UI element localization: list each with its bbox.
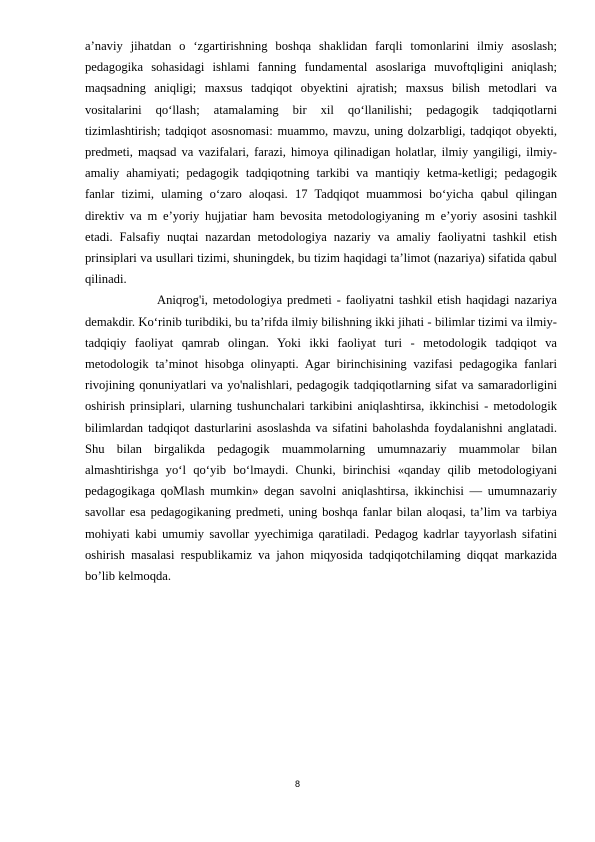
body-text: [85, 36, 557, 587]
paragraph-1: a’naviy jihatdan o ‘zgartirishning boshqa shaklidan farqli tomonlarini ilmiy asoslash; pedagogika sohasidagi ishlami fanning fundamental asoslariga muvoftqligini aniqlash; maqsadning aniqligi; maxsus tadqiqot obyektini ajratish; maxsus bilish metodlari va vositalarini qo‘llash; atamalaming bir xil qo‘llanilishi; pedagogik tadqiqotlarni tizimlashtirish; tadqiqot asosnomasi: muammo, mavzu, uning dolzarbligi, tadqiqot obyekti, predmeti, maqsad va vazifalari, farazi, himoya qilinadigan holatlar, ilmiy yangiligi, ilmiy-amaliy ahamiyati; pedagogik tadqiqotning tarkibi va mantiqiy ketma-ketligi; pedagogik fanlar tizimi, ulaming o‘zaro aloqasi. 17 Tadqiqot muammosi bo‘yicha qabul qilingan direktiv va m e’yoriy hujjatiar ham bevosita metodologiyaning m e’yoriy asosini tashkil etadi. Falsafiy nuqtai nazardan metodologiya nazariy va amaliy faoliyatni tashkil etish prinsiplari va usullari tizimi, shuningdek, bu tizim haqidagi ta’limot (nazariya) sifatida qabul qilinadi.: [85, 39, 557, 287]
paragraph-2: Aniqrog'i, metodologiya predmeti - faoliyatni tashkil etish haqidagi nazariya demakdir. Ko‘rinib turibdiki, bu ta’rifda ilmiy bilishning ikki jihati - bilimlar tizimi va ilmiy-tadqiqiy faoliyat qamrab olingan. Yoki ikki faoliyat turi - metodologik tadqiqot va metodologik ta’minot hisobga olinyapti. Agar birinchisining vazifasi pedagogika fanlari rivojining qonuniyatlari va yo'nalishlari, pedagogik tadqiqotlarning sifat va samaradorligini oshirish prinsiplari, ularning tushunchalari tarkibini aniqlashtirsa, ikkinchisi - metodologik bilimlardan tadqiqot dasturlarini asoslashda va sifatini baholashda foydalanishni anglatadi. Shu bilan birgalikda pedagogik muammolarning umumnazariy muammolar bilan almashtirishga yo‘l qo‘yib bo‘lmaydi. Chunki, birinchisi «qanday qilib metodologiyani pedagogikaga qoMlash mumkin» degan savolni aniqlashtirsa, ikkinchisi — umumnazariy savollar esa pedagogikaning predmeti, uning boshqa fanlar bilan aloqasi, ta’lim va tarbiya mohiyati kabi umumiy savollar yyechimiga qaratiladi. Pedagog kadrlar tayyorlash sifatini oshirish masalasi respublikamiz va jahon miqyosida tadqiqotchilaming diqqat markazida bo’lib kelmoqda.: [85, 293, 557, 584]
page-number: 8: [294, 779, 300, 789]
